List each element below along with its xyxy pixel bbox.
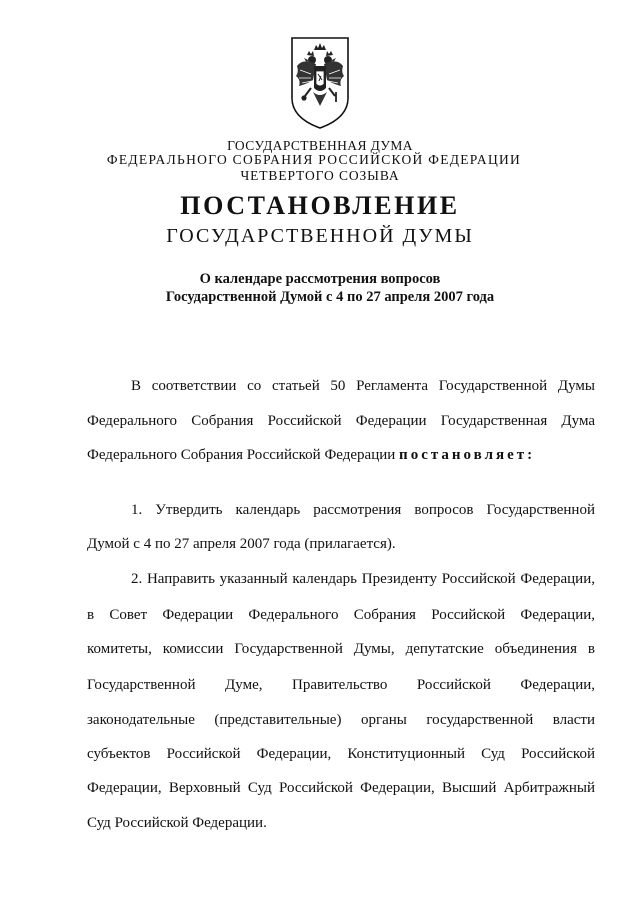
item-2-line-4: Государственной Думе, Правительство Российской Федерации, [87,677,595,693]
item-1-line-1: 1. Утвердить календарь рассмотрения вопросов Государственной [131,502,595,518]
item-2-line-3: комитеты, комиссии Государственной Думы, депутатские объединения в [87,641,595,657]
document-type-title: ПОСТАНОВЛЕНИЕ [180,191,460,220]
preamble-line-3-text: Федерального Собрания Российской Федерации [87,447,396,463]
subject-line-1: О календаре рассмотрения вопросов [199,271,441,287]
preamble-line-2: Федерального Собрания Российской Федерации Государственная Дума [87,413,595,429]
header-line-3: ЧЕТВЕРТОГО СОЗЫВА [240,168,400,183]
item-2-line-1: 2. Направить указанный календарь Президенту Российской Федерации, [131,571,595,587]
item-2-line-7: Федерации, Верховный Суд Российской Федерации, Высший Арбитражный [87,780,595,796]
item-2-line-8: Суд Российской Федерации. [87,815,267,831]
header-line-2: ФЕДЕРАЛЬНОГО СОБРАНИЯ РОССИЙСКОЙ ФЕДЕРАЦИИ [106,152,522,167]
decree-word: постановляет: [399,447,536,463]
preamble-line-3 [87,446,595,464]
item-1-line-2: Думой с 4 по 27 апреля 2007 года (прилагается). [87,536,396,552]
preamble-line-1: В соответствии со статьей 50 Регламента Государственной Думы [131,378,595,394]
item-2-line-6: субъектов Российской Федерации, Конституционный Суд Российской [87,746,595,762]
document-issuer-title: ГОСУДАРСТВЕННОЙ ДУМЫ [166,225,474,247]
subject-line-2: Государственной Думой с 4 по 27 апреля 2007 года [165,289,495,305]
item-2-line-5: законодательные (представительные) органы государственной власти [87,712,595,728]
header-line-1: ГОСУДАРСТВЕННАЯ ДУМА [227,138,413,153]
coat-of-arms-russia-icon [289,36,351,130]
item-2-line-2: в Совет Федерации Федерального Собрания Российской Федерации, [87,607,595,623]
